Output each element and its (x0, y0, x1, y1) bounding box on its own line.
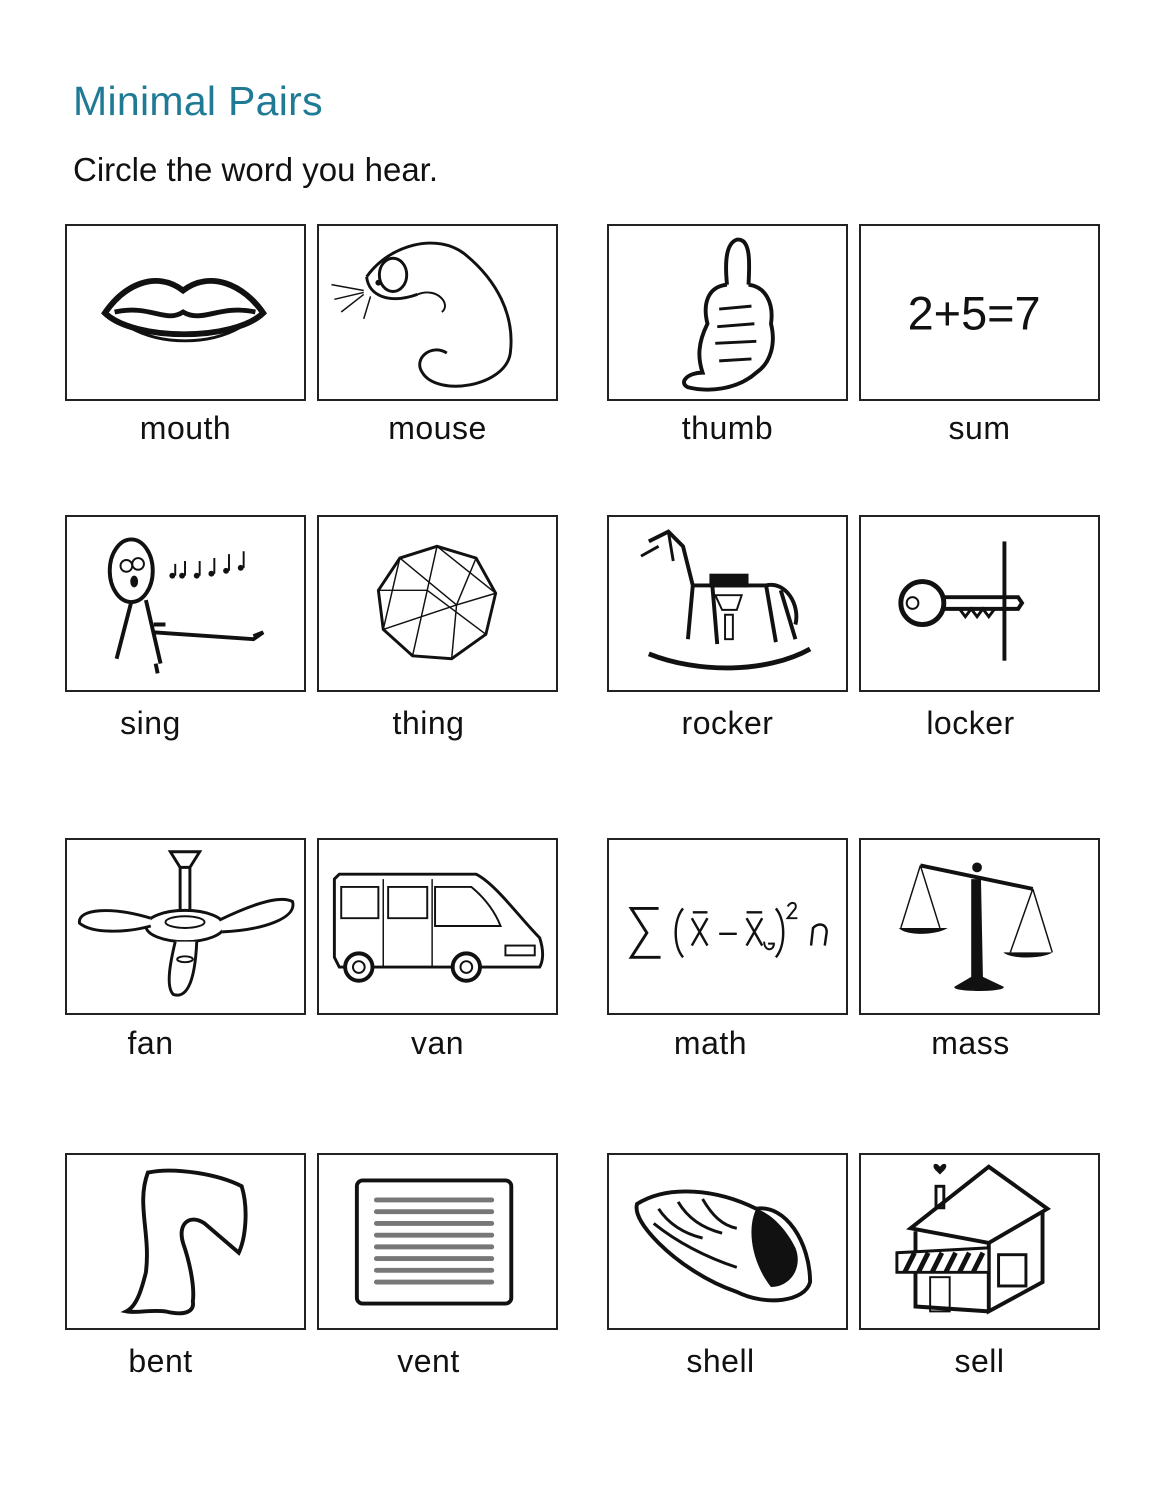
sell-picture-card[interactable] (859, 1153, 1100, 1330)
word-mass[interactable]: mass (931, 1025, 1010, 1061)
lips-icon (67, 226, 304, 399)
sum-equation-text: 2+5=7 (907, 287, 1041, 340)
sum-picture-card[interactable] (859, 224, 1100, 401)
equation-icon (861, 226, 1098, 399)
page-title: Minimal Pairs (73, 78, 323, 124)
word-sing[interactable]: sing (120, 705, 181, 741)
vent-picture-card[interactable] (317, 1153, 558, 1330)
math-formula-icon (609, 840, 846, 1013)
rocker-picture-card[interactable] (607, 515, 848, 692)
singer-icon (67, 517, 304, 690)
key-lock-icon (861, 517, 1098, 690)
shell-picture-card[interactable] (607, 1153, 848, 1330)
word-mouse[interactable]: mouse (388, 410, 487, 446)
mouse-icon (319, 226, 556, 399)
bent-picture-card[interactable] (65, 1153, 306, 1330)
word-math[interactable]: math (673, 1025, 748, 1061)
word-sell[interactable]: sell (954, 1343, 1005, 1379)
sing-picture-card[interactable] (65, 515, 306, 692)
thing-picture-card[interactable] (317, 515, 558, 692)
word-thumb[interactable]: thumb (681, 410, 774, 446)
seashell-icon (609, 1155, 846, 1328)
ceiling-fan-icon (67, 840, 304, 1013)
balance-scale-icon (861, 840, 1098, 1013)
geodesic-ball-icon (319, 517, 556, 690)
word-locker[interactable]: locker (926, 705, 1015, 741)
mouth-picture-card[interactable] (65, 224, 306, 401)
thumb-picture-card[interactable] (607, 224, 848, 401)
mouse-picture-card[interactable] (317, 224, 558, 401)
van-icon (319, 840, 556, 1013)
shop-icon (861, 1155, 1098, 1328)
locker-picture-card[interactable] (859, 515, 1100, 692)
word-van[interactable]: van (410, 1025, 465, 1061)
air-vent-icon (319, 1155, 556, 1328)
word-sum[interactable]: sum (948, 410, 1011, 446)
math-picture-card[interactable] (607, 838, 848, 1015)
word-thing[interactable]: thing (392, 705, 465, 741)
instruction-text: Circle the word you hear. (73, 151, 439, 188)
rocking-horse-icon (609, 517, 846, 690)
word-mouth[interactable]: mouth (139, 410, 232, 446)
word-rocker[interactable]: rocker (681, 705, 774, 741)
word-shell[interactable]: shell (686, 1343, 755, 1379)
mass-picture-card[interactable] (859, 838, 1100, 1015)
word-fan[interactable]: fan (127, 1025, 174, 1061)
word-vent[interactable]: vent (397, 1343, 460, 1379)
bent-leg-icon (67, 1155, 304, 1328)
van-picture-card[interactable] (317, 838, 558, 1015)
thumbs-up-icon (609, 226, 846, 399)
word-bent[interactable]: bent (128, 1343, 193, 1379)
fan-picture-card[interactable] (65, 838, 306, 1015)
